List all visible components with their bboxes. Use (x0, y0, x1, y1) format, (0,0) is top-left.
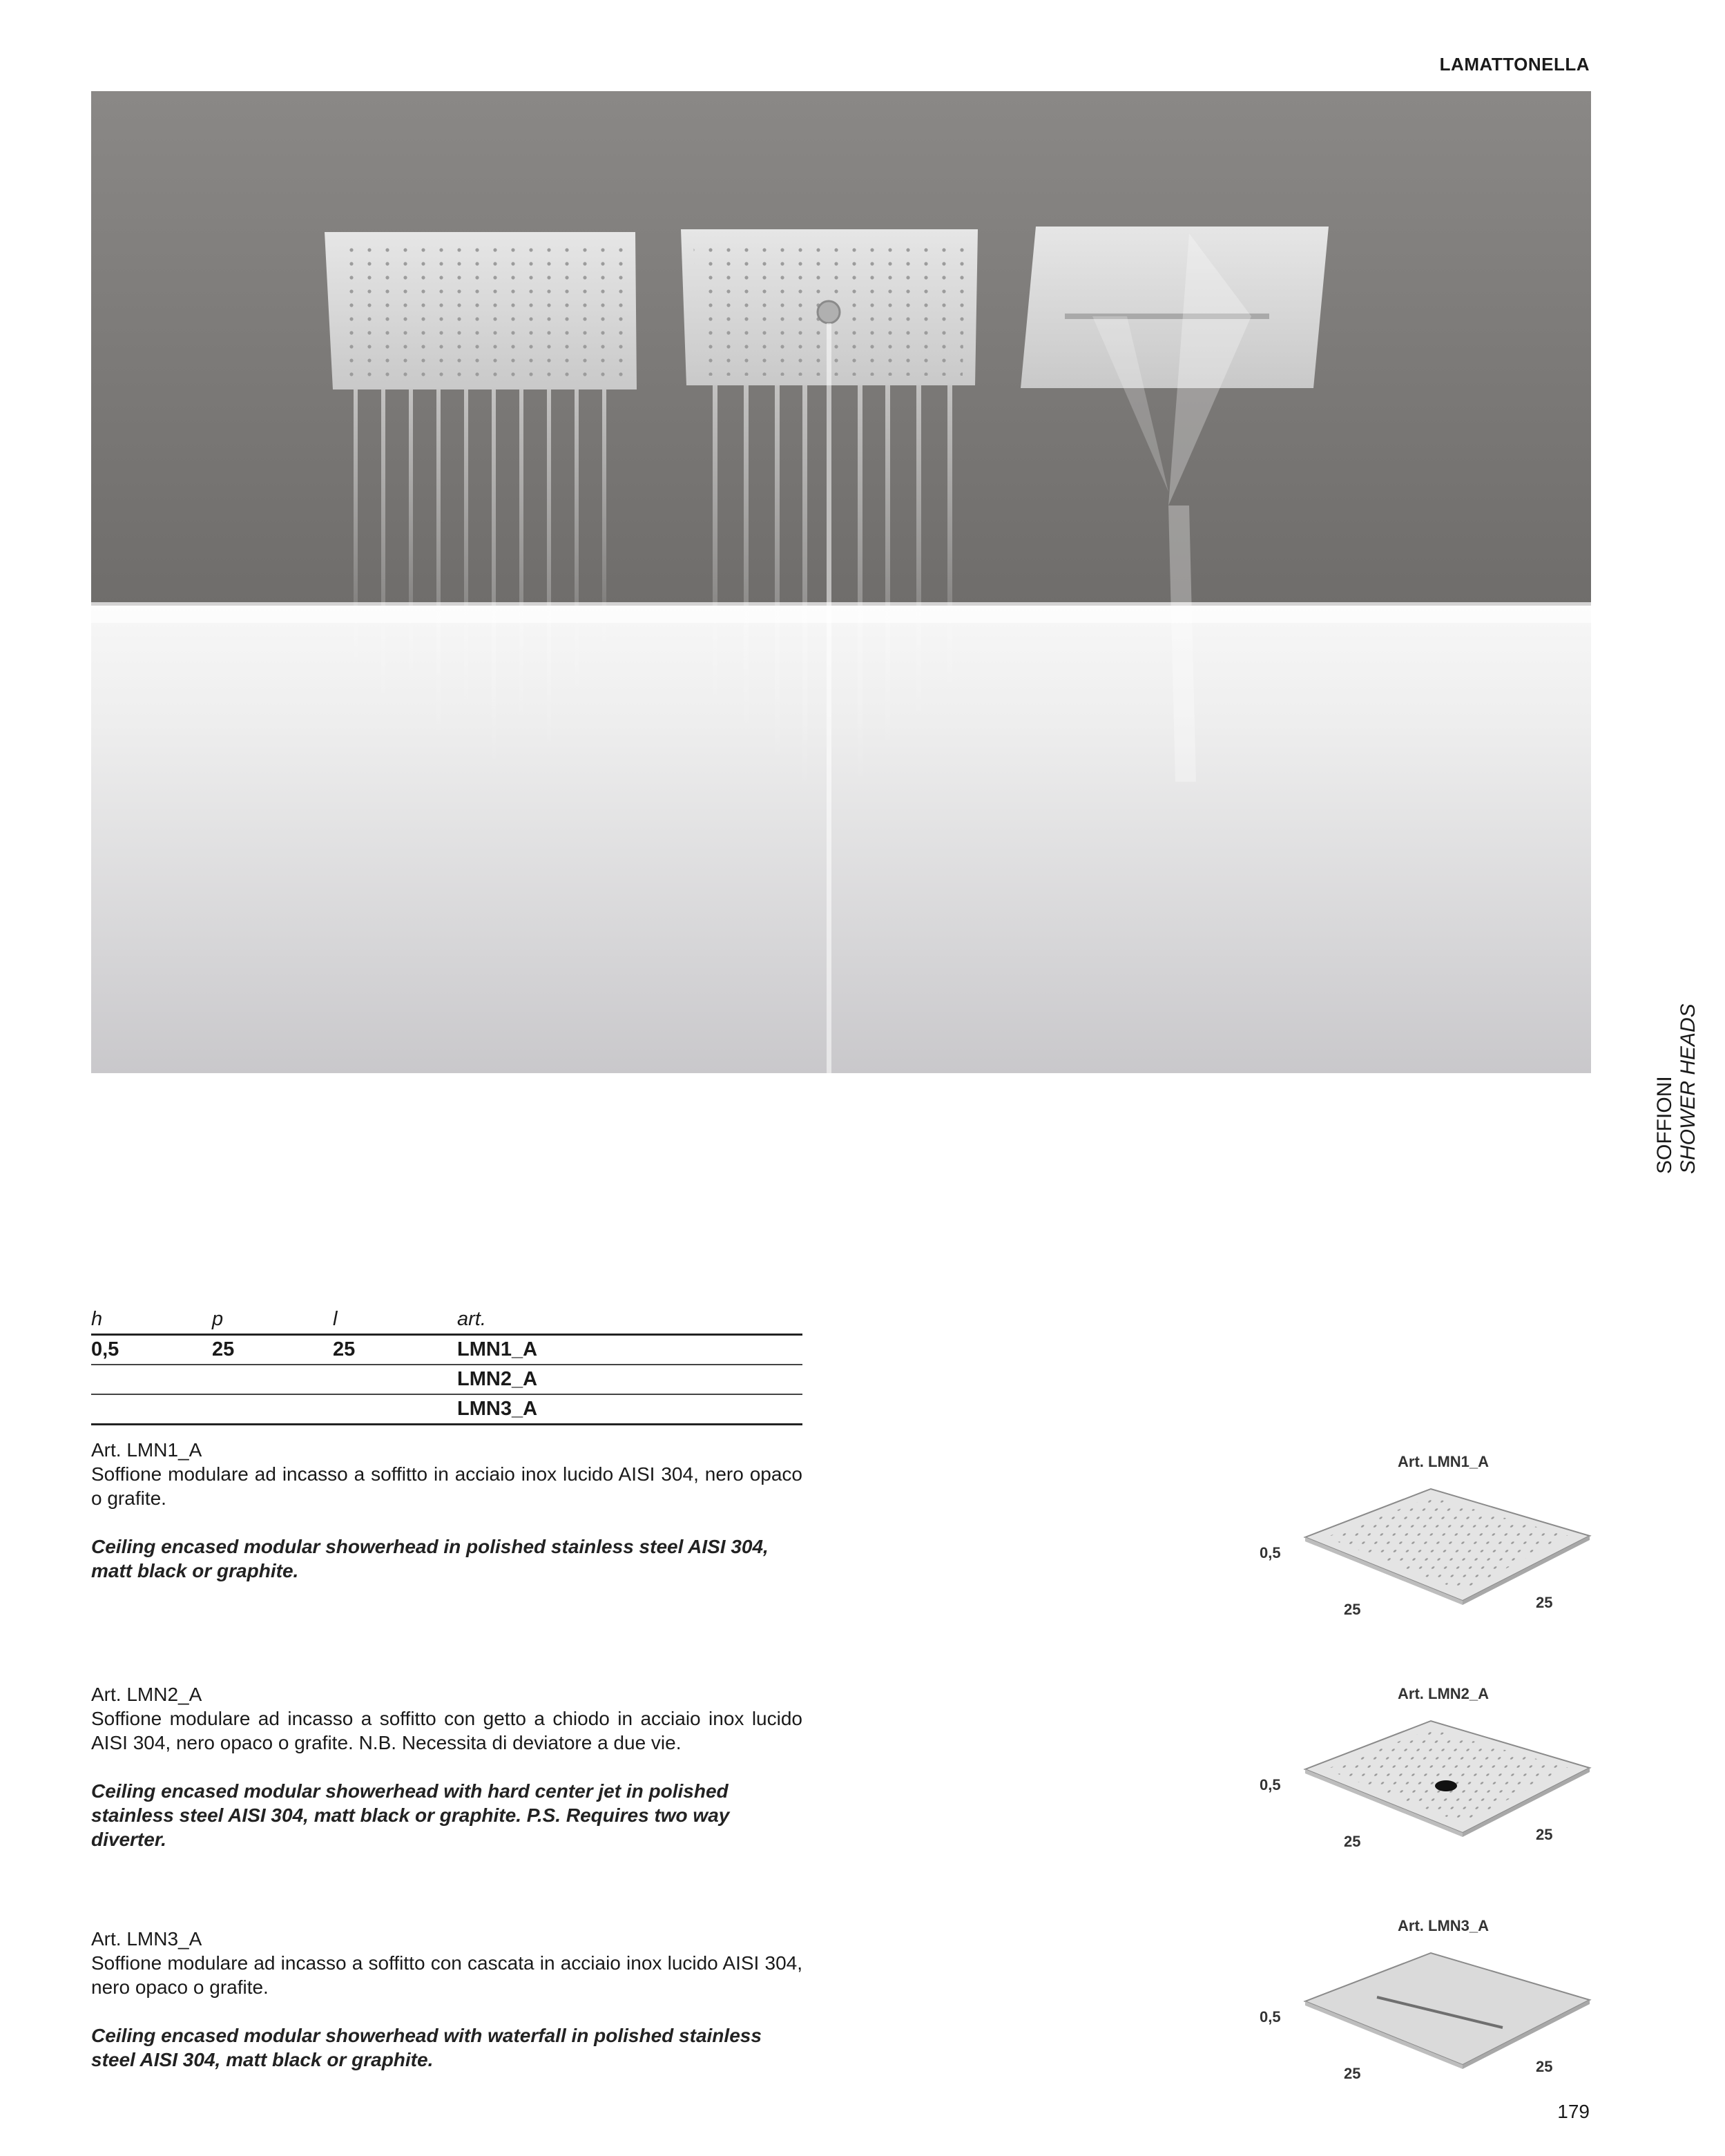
description-lmn2 (91, 1682, 802, 1851)
description-en: Ceiling encased modular showerhead with hard center jet in polished stainless steel AISI 304, matt black or graphite. P.S. Requires two way diverter. (91, 1780, 730, 1850)
description-it: Soffione modulare ad incasso a soffitto con cascata in acciaio inox lucido AISI 304, nero opaco o grafite. (91, 1952, 802, 1998)
dimension-width: 25 (1536, 1594, 1553, 1611)
dimension-depth: 25 (1344, 1601, 1361, 1618)
showerhead-jet-drawing-icon (1250, 1679, 1609, 1859)
description-lmn1 (91, 1438, 802, 1583)
dimension-width: 25 (1536, 2058, 1553, 2075)
diagram-lmn3 (1250, 1912, 1609, 2091)
diagram-lmn2 (1250, 1679, 1609, 1859)
art-code: Art. LMN3_A (91, 1928, 202, 1950)
dimension-height: 0,5 (1260, 2008, 1281, 2025)
cell-art: LMN2_A (457, 1365, 802, 1394)
page-number: 179 (1557, 2101, 1590, 2122)
cell-p (212, 1365, 333, 1394)
diagram-title: Art. LMN2_A (1398, 1685, 1490, 1702)
table-row (91, 1335, 802, 1365)
description-lmn3 (91, 1927, 802, 2072)
cell-p (212, 1394, 333, 1425)
table-row (91, 1394, 802, 1425)
dimension-depth: 25 (1344, 2065, 1361, 2082)
header-l: l (333, 1308, 457, 1335)
dimension-width: 25 (1536, 1826, 1553, 1843)
spec-table-header (91, 1308, 802, 1335)
diagram-title: Art. LMN1_A (1398, 1453, 1490, 1470)
cell-p: 25 (212, 1335, 333, 1365)
art-code: Art. LMN2_A (91, 1684, 202, 1705)
cell-art: LMN3_A (457, 1394, 802, 1425)
product-photo (91, 91, 1591, 1073)
diagram-title: Art. LMN3_A (1398, 1917, 1490, 1934)
showerhead-waterfall-drawing-icon (1250, 1912, 1609, 2091)
cell-h (91, 1394, 212, 1425)
showerhead-drawing-icon (1250, 1447, 1609, 1627)
header-art: art. (457, 1308, 802, 1335)
table-row (91, 1365, 802, 1394)
cell-h (91, 1365, 212, 1394)
dimension-height: 0,5 (1260, 1776, 1281, 1793)
brand-name: LAMATTONELLA (1439, 54, 1590, 75)
description-it: Soffione modulare ad incasso a soffitto con getto a chiodo in acciaio inox lucido AISI 304, nero opaco o grafite. N.B. Necessita di deviatore a due vie. (91, 1708, 802, 1753)
side-label-en: SHOWER HEADS (1677, 1003, 1699, 1174)
diagram-lmn1 (1250, 1447, 1609, 1627)
side-label-it: SOFFIONI (1653, 1076, 1676, 1174)
spec-table (91, 1308, 802, 1425)
description-en: Ceiling encased modular showerhead in polished stainless steel AISI 304, matt black or graphite. (91, 1536, 769, 1581)
header-p: p (212, 1308, 333, 1335)
dimension-depth: 25 (1344, 1833, 1361, 1850)
header-h: h (91, 1308, 212, 1335)
description-en: Ceiling encased modular showerhead with waterfall in polished stainless steel AISI 304, matt black or graphite. (91, 2025, 762, 2070)
cell-l (333, 1365, 457, 1394)
section-side-label (1653, 1003, 1699, 1174)
art-code: Art. LMN1_A (91, 1439, 202, 1461)
cell-l: 25 (333, 1335, 457, 1365)
cell-l (333, 1394, 457, 1425)
cell-art: LMN1_A (457, 1335, 802, 1365)
dimension-height: 0,5 (1260, 1544, 1281, 1561)
description-it: Soffione modulare ad incasso a soffitto in acciaio inox lucido AISI 304, nero opaco o grafite. (91, 1463, 802, 1509)
cell-h: 0,5 (91, 1335, 212, 1365)
